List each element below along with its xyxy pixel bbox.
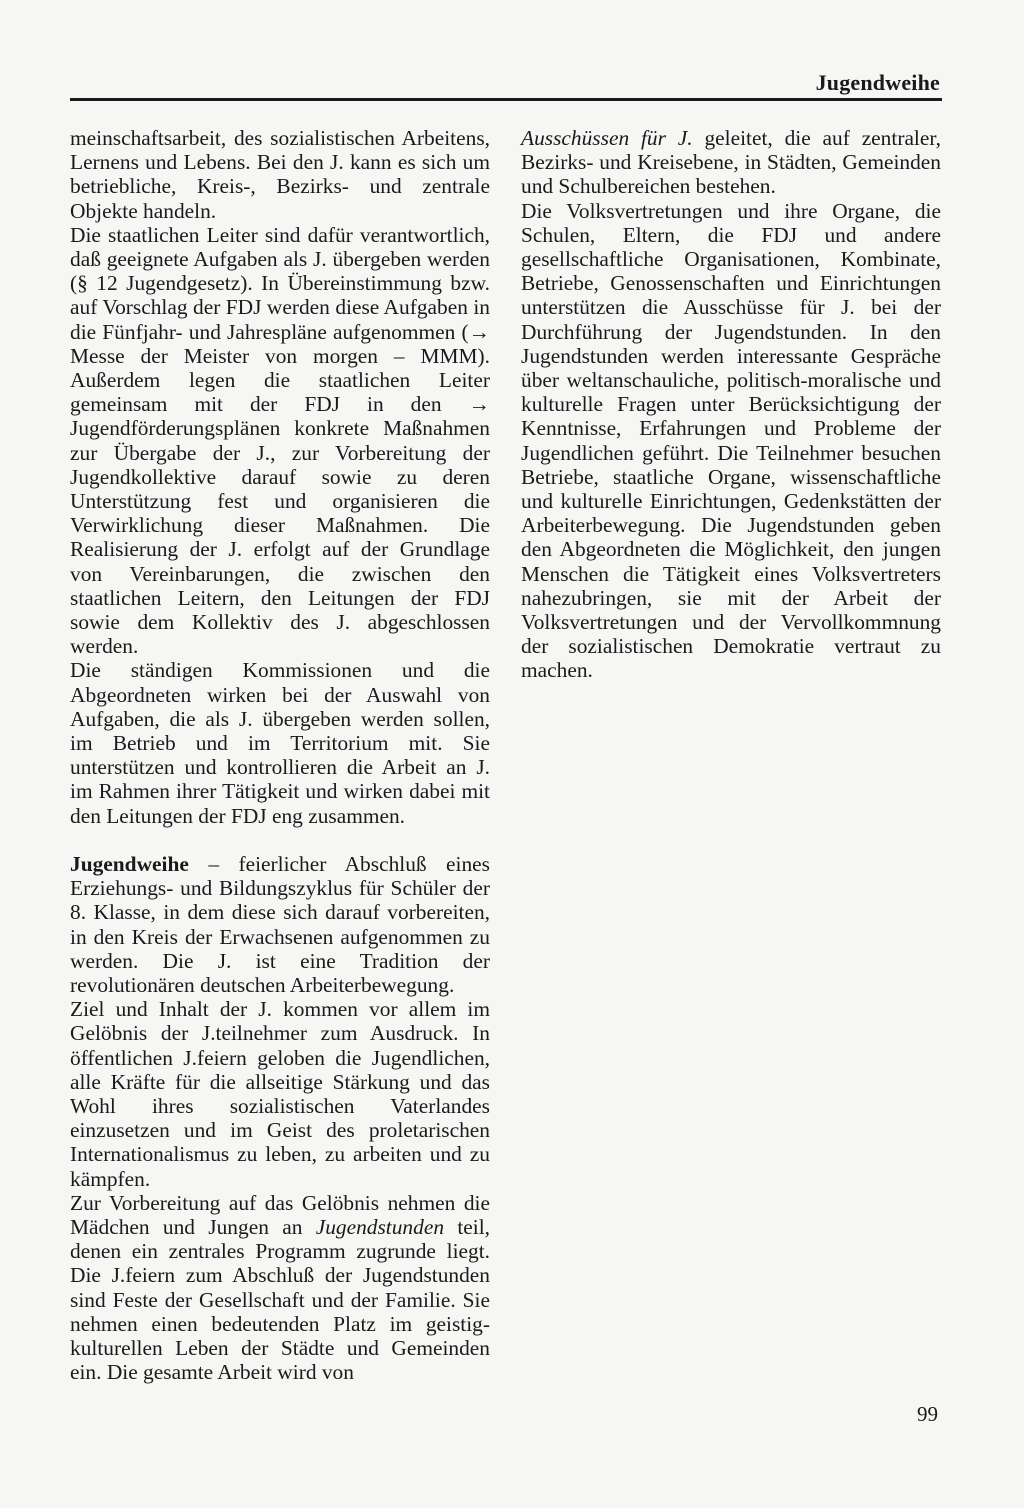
page-number: 99 — [917, 1402, 938, 1426]
paragraph-text: teil, denen ein zentrales Programm zugrunde liegt. Die J.feiern zum Abschluß der Jugendstunden sind Feste der Gesellschaft und der Familie. Sie nehmen einen bedeutenden Platz im geistig-kulturellen Leben der Städte und Gemeinden ein. Die gesamte Arbeit wird von — [70, 1214, 490, 1385]
entry-lemma: Jugendweihe — [70, 851, 189, 876]
paragraph: meinschaftsarbeit, des sozialistischen Arbeitens, Lernens und Lebens. Bei den J. kann es sich um betriebliche, Kreis-, Bezirks- und zentrale Objekte handeln. — [70, 126, 490, 223]
right-column — [521, 126, 941, 683]
entry-definition: – feierlicher Abschluß eines Erziehungs- und Bildungszyklus für Schüler der 8. Klasse, in dem diese sich darauf vorbereiten, in den Kreis der Erwachsenen aufgenommen zu werden. Die J. ist eine Tradition der revolutionären deutschen Arbeiterbewegung. — [70, 851, 490, 997]
italic-term: Jugendstunden — [315, 1214, 445, 1239]
paragraph: Ziel und Inhalt der J. kommen vor allem im Gelöbnis der J.teilnehmer zum Ausdruck. In öffentlichen J.feiern geloben die Jugendlichen, alle Kräfte für die allseitige Stärkung und das Wohl ihres sozialistischen Vaterlandes einzusetzen und im Geist des proletarischen Internationalismus zu leben, zu arbeiten und zu kämpfen. — [70, 997, 490, 1191]
paragraph-text: geleitet, die auf zentraler, Bezirks- und Kreisebene, in Städten, Gemeinden und Schulbereichen bestehen. — [521, 126, 941, 199]
header-rule — [70, 98, 942, 101]
paragraph — [70, 1191, 490, 1385]
paragraph — [521, 126, 941, 199]
paragraph: Die ständigen Kommissionen und die Abgeordneten wirken bei der Auswahl von Aufgaben, die als J. übergeben werden sollen, im Betrieb und im Territorium mit. Sie unterstützen und kontrollieren die Arbeit an J. im Rahmen ihrer Tätigkeit und wirken dabei mit den Leitungen der FDJ eng zusammen. — [70, 658, 490, 828]
dictionary-entry — [70, 852, 490, 997]
paragraph: Die Volksvertretungen und ihre Organe, die Schulen, Eltern, die FDJ und andere gesellschaftliche Organisationen, Kombinate, Betriebe, Genossenschaften und Einrichtungen unterstützen die Ausschüsse für J. bei der Durchführung der Jugendstunden. In den Jugendstunden werden interessante Gespräche über weltanschauliche, politisch-moralische und kulturelle Fragen unter Berücksichtigung der Kenntnisse, Erfahrungen und Probleme der Jugendlichen geführt. Die Teilnehmer besuchen Betriebe, staatliche Organe, wissenschaftliche und kulturelle Einrichtungen, Gedenkstätten der Arbeiterbewegung. Die Jugendstunden geben den Abgeordneten die Möglichkeit, den jungen Menschen die Tätigkeit eines Volksvertreters nahezubringen, sie mit der Arbeit der Volksvertretungen und der Vervollkommnung der sozialistischen Demokratie vertraut zu machen. — [521, 198, 941, 683]
paragraph: Die staatlichen Leiter sind dafür verantwortlich, daß geeignete Aufgaben als J. übergeben werden (§ 12 Jugendgesetz). In Übereinstimmung bzw. auf Vorschlag der FDJ werden diese Aufgaben in die Fünfjahr- und Jahrespläne aufgenommen (→ Messe der Meister von morgen – MMM). Außerdem legen die staatlichen Leiter gemeinsam mit der FDJ in den → Jugendförderungsplänen konkrete Maßnahmen zur Übergabe der J., zur Vorbereitung der Jugendkollektive darauf sowie zu deren Unterstützung fest und organisieren die Verwirklichung dieser Maßnahmen. Die Realisierung der J. erfolgt auf der Grundlage von Vereinbarungen, die zwischen den staatlichen Leitern, den Leitungen der FDJ sowie dem Kollektiv des J. abgeschlossen werden. — [70, 222, 490, 659]
paragraph-text: Zur Vorbereitung auf das Gelöbnis nehmen die Mädchen und Jungen an — [70, 1190, 490, 1239]
entry-spacer — [70, 828, 490, 852]
italic-term: Ausschüssen für J. — [521, 126, 693, 150]
left-column — [70, 126, 490, 1384]
running-head: Jugendweihe — [815, 70, 940, 95]
